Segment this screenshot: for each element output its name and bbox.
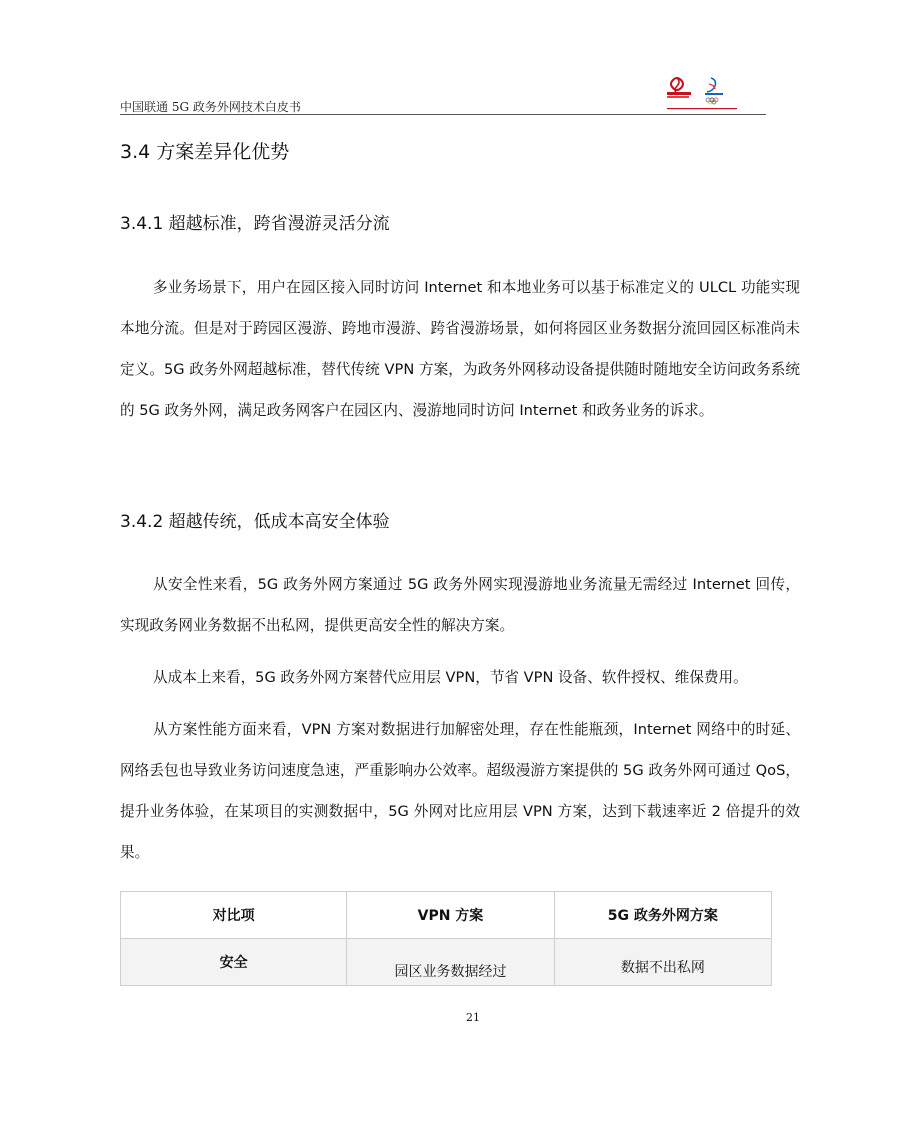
china-unicom-logo [667, 78, 691, 98]
section-title: 3.4 方案差异化优势 [120, 141, 290, 163]
header-logos [665, 74, 745, 114]
paragraph-security: 从安全性来看，5G 政务外网方案通过 5G 政务外网实现漫游地业务流量无需经过 Internet 回传，实现政务网业务数据不出私网，提供更高安全性的解决方案。 [120, 576, 800, 634]
page-header [120, 74, 766, 115]
header-title: 中国联通 5G 政务外网技术白皮书 [120, 100, 301, 114]
subsection-title-1: 3.4.1 超越标准，跨省漫游灵活分流 [120, 214, 390, 234]
table-cell: 数据不出私网 [554, 939, 771, 986]
logo-images [665, 74, 745, 114]
table-cell: 园区业务数据经过 [347, 939, 554, 986]
logo-caption-strip [667, 108, 737, 109]
table-header-row [121, 892, 772, 939]
page-number: 21 [466, 1011, 480, 1024]
paragraph-cost: 从成本上来看，5G 政务外网方案替代应用层 VPN，节省 VPN 设备、软件授权、维保费用。 [153, 669, 748, 686]
table-header-cell: 5G 政务外网方案 [554, 892, 771, 939]
paragraph-performance: 从方案性能方面来看，VPN 方案对数据进行加解密处理，存在性能瓶颈，Internet 网络中的时延、网络丢包也导致业务访问速度急速，严重影响办公效率。超级漫游方案提供的 5G 政务外网可通过 QoS，提升业务体验，在某项目的实测数据中，5G 外网对比应用层 VPN 方案，达到下载速率近 2 倍提升的效果。 [120, 721, 800, 861]
table-header-cell: VPN 方案 [347, 892, 554, 939]
table-header-cell: 对比项 [121, 892, 347, 939]
subsection-1-paragraph: 多业务场景下，用户在园区接入同时访问 Internet 和本地业务可以基于标准定义的 ULCL 功能实现本地分流。但是对于跨园区漫游、跨地市漫游、跨省漫游场景，如何将园区业务数据分流回园区标准尚未定义。5G 政务外网超越标准，替代传统 VPN 方案，为政务外网移动设备提供随时随地安全访问政务系统的 5G 政务外网，满足政务网客户在园区内、漫游地同时访问 Internet 和政务业务的诉求。 [120, 279, 800, 419]
comparison-table [120, 891, 772, 986]
beijing-2022-emblem [705, 78, 723, 104]
subsection-title-2: 3.4.2 超越传统，低成本高安全体验 [120, 512, 390, 532]
table-row [121, 939, 772, 986]
table-cell: 安全 [121, 939, 347, 986]
